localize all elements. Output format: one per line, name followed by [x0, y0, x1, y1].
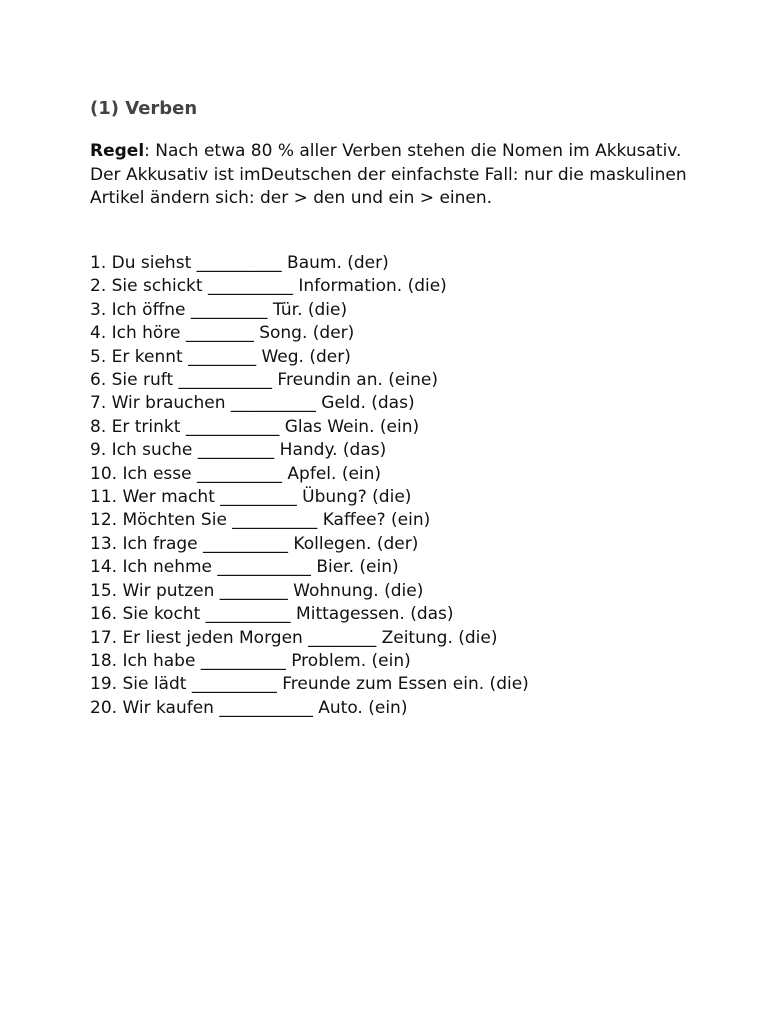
exercise-item: 13. Ich frage __________ Kollegen. (der) — [90, 533, 419, 554]
exercise-item: 17. Er liest jeden Morgen ________ Zeitung. (die) — [90, 627, 498, 648]
exercise-item: 2. Sie schickt __________ Information. (die) — [90, 276, 447, 297]
rule-line-1: : Nach etwa 80 % aller Verben stehen die Nomen im Akkusativ. — [144, 141, 682, 161]
exercise-list — [90, 252, 710, 720]
exercise-item: 3. Ich öffne _________ Tür. (die) — [90, 299, 348, 320]
exercise-item: 4. Ich höre ________ Song. (der) — [90, 323, 355, 344]
rule-label: Regel — [90, 141, 145, 161]
exercise-item: 6. Sie ruft ___________ Freundin an. (eine) — [90, 370, 438, 391]
exercise-item: 20. Wir kaufen ___________ Auto. (ein) — [90, 697, 408, 718]
rule-paragraph — [90, 140, 710, 211]
rule-line-2: Der Akkusativ ist imDeutschen der einfachste Fall: nur die maskulinen — [90, 164, 687, 185]
exercise-item: 18. Ich habe __________ Problem. (ein) — [90, 650, 411, 671]
rule-line-3: Artikel ändern sich: der > den und ein > einen. — [90, 188, 493, 208]
exercise-item: 1. Du siehst __________ Baum. (der) — [90, 253, 389, 273]
exercise-item: 16. Sie kocht __________ Mittagessen. (das) — [90, 604, 454, 625]
exercise-item: 9. Ich suche _________ Handy. (das) — [90, 440, 387, 461]
exercise-item: 14. Ich nehme ___________ Bier. (ein) — [90, 557, 399, 578]
exercise-item: 11. Wer macht _________ Übung? (die) — [90, 487, 412, 508]
exercise-item: 19. Sie lädt __________ Freunde zum Essen ein. (die) — [90, 674, 529, 695]
exercise-item: 15. Wir putzen ________ Wohnung. (die) — [90, 580, 424, 601]
exercise-item: 5. Er kennt ________ Weg. (der) — [90, 346, 351, 367]
section-title: (1) Verben — [90, 98, 198, 119]
exercise-item: 10. Ich esse __________ Apfel. (ein) — [90, 463, 382, 484]
exercise-item: 12. Möchten Sie __________ Kaffee? (ein) — [90, 510, 431, 531]
exercise-item: 7. Wir brauchen __________ Geld. (das) — [90, 393, 415, 414]
exercise-item: 8. Er trinkt ___________ Glas Wein. (ein) — [90, 416, 420, 437]
